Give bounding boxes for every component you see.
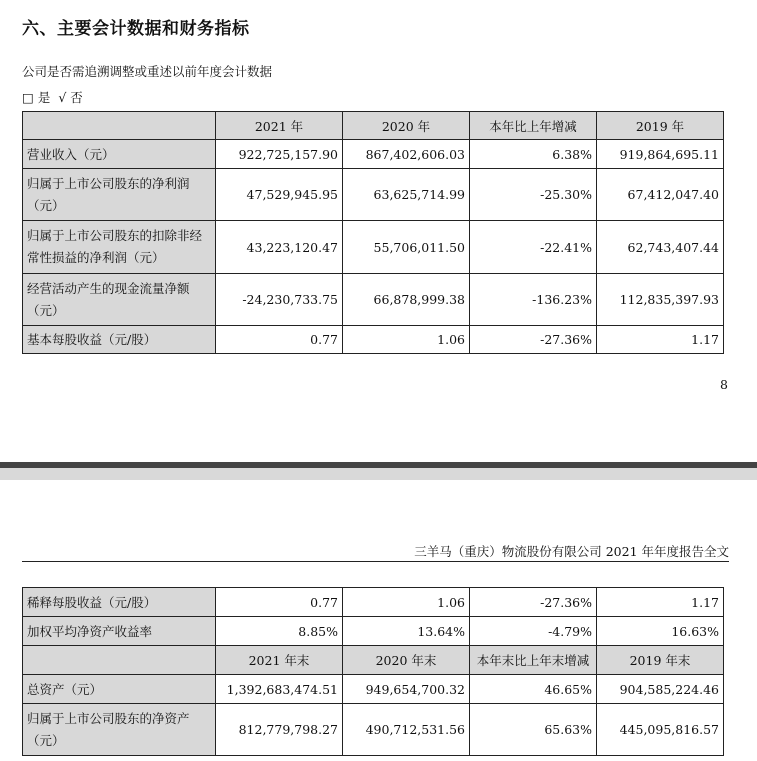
- restatement-question: 公司是否需追溯调整或重述以前年度会计数据: [22, 64, 273, 79]
- header-rule: [22, 561, 729, 562]
- row-label: 归属于上市公司股东的扣除非经常性损益的净利润（元）: [23, 221, 216, 274]
- checkmark-icon: √: [58, 90, 67, 105]
- value-cell: 490,712,531.56: [343, 704, 470, 756]
- header-cell: 2020 年: [343, 112, 470, 140]
- header-cell: 2021 年末: [216, 646, 343, 675]
- key-data-table-continued: [22, 587, 724, 756]
- table-row: [23, 326, 724, 354]
- row-label: 归属于上市公司股东的净利润（元）: [23, 169, 216, 221]
- value-cell: 55,706,011.50: [343, 221, 470, 274]
- option-no: 否: [70, 90, 83, 105]
- value-cell: 0.77: [216, 588, 343, 617]
- value-cell: -24,230,733.75: [216, 274, 343, 326]
- value-cell: 46.65%: [470, 675, 597, 704]
- value-cell: 6.38%: [470, 140, 597, 169]
- value-cell: 922,725,157.90: [216, 140, 343, 169]
- value-cell: -25.30%: [470, 169, 597, 221]
- value-cell: 904,585,224.46: [597, 675, 724, 704]
- header-cell: 2020 年末: [343, 646, 470, 675]
- value-cell: 919,864,695.11: [597, 140, 724, 169]
- value-cell: 1.17: [597, 588, 724, 617]
- table-row: [23, 588, 724, 617]
- restatement-options: [22, 88, 87, 106]
- value-cell: 43,223,120.47: [216, 221, 343, 274]
- value-cell: 63,625,714.99: [343, 169, 470, 221]
- value-cell: -27.36%: [470, 588, 597, 617]
- value-cell: 16.63%: [597, 617, 724, 646]
- table-row: [23, 274, 724, 326]
- table-header-row: [23, 646, 724, 675]
- row-label: 稀释每股收益（元/股）: [23, 588, 216, 617]
- key-data-table: [22, 111, 724, 354]
- row-label: 基本每股收益（元/股）: [23, 326, 216, 354]
- value-cell: 1.17: [597, 326, 724, 354]
- header-cell: 2019 年末: [597, 646, 724, 675]
- value-cell: 66,878,999.38: [343, 274, 470, 326]
- row-label: 经营活动产生的现金流量净额（元）: [23, 274, 216, 326]
- row-label: 加权平均净资产收益率: [23, 617, 216, 646]
- header-blank-cell: [23, 112, 216, 140]
- table-row: [23, 221, 724, 274]
- value-cell: 445,095,816.57: [597, 704, 724, 756]
- value-cell: 0.77: [216, 326, 343, 354]
- value-cell: 949,654,700.32: [343, 675, 470, 704]
- row-label: 营业收入（元）: [23, 140, 216, 169]
- report-page-bottom: [0, 480, 757, 761]
- value-cell: 1,392,683,474.51: [216, 675, 343, 704]
- value-cell: 62,743,407.44: [597, 221, 724, 274]
- value-cell: 47,529,945.95: [216, 169, 343, 221]
- checkbox-icon: □: [22, 90, 34, 105]
- value-cell: -4.79%: [470, 617, 597, 646]
- header-cell: 本年比上年增减: [470, 112, 597, 140]
- table-row: [23, 617, 724, 646]
- value-cell: 8.85%: [216, 617, 343, 646]
- value-cell: 112,835,397.93: [597, 274, 724, 326]
- page-number: 8: [720, 377, 728, 392]
- table-row: [23, 140, 724, 169]
- value-cell: 1.06: [343, 588, 470, 617]
- value-cell: 65.63%: [470, 704, 597, 756]
- header-cell: 2021 年: [216, 112, 343, 140]
- value-cell: -22.41%: [470, 221, 597, 274]
- value-cell: 13.64%: [343, 617, 470, 646]
- option-yes: 是: [37, 90, 51, 105]
- table-row: [23, 675, 724, 704]
- value-cell: -136.23%: [470, 274, 597, 326]
- value-cell: 1.06: [343, 326, 470, 354]
- value-cell: 67,412,047.40: [597, 169, 724, 221]
- row-label: 总资产（元）: [23, 675, 216, 704]
- page-separator: [0, 462, 757, 480]
- section-heading: 六、主要会计数据和财务指标: [22, 19, 250, 39]
- report-title: 三羊马（重庆）物流股份有限公司 2021 年年度报告全文: [414, 544, 729, 559]
- table-row: [23, 704, 724, 756]
- header-blank-cell: [23, 646, 216, 675]
- header-cell: 本年末比上年末增减: [470, 646, 597, 675]
- table-header-row: [23, 112, 724, 140]
- row-label: 归属于上市公司股东的净资产（元）: [23, 704, 216, 756]
- value-cell: 867,402,606.03: [343, 140, 470, 169]
- value-cell: -27.36%: [470, 326, 597, 354]
- value-cell: 812,779,798.27: [216, 704, 343, 756]
- table-row: [23, 169, 724, 221]
- header-cell: 2019 年: [597, 112, 724, 140]
